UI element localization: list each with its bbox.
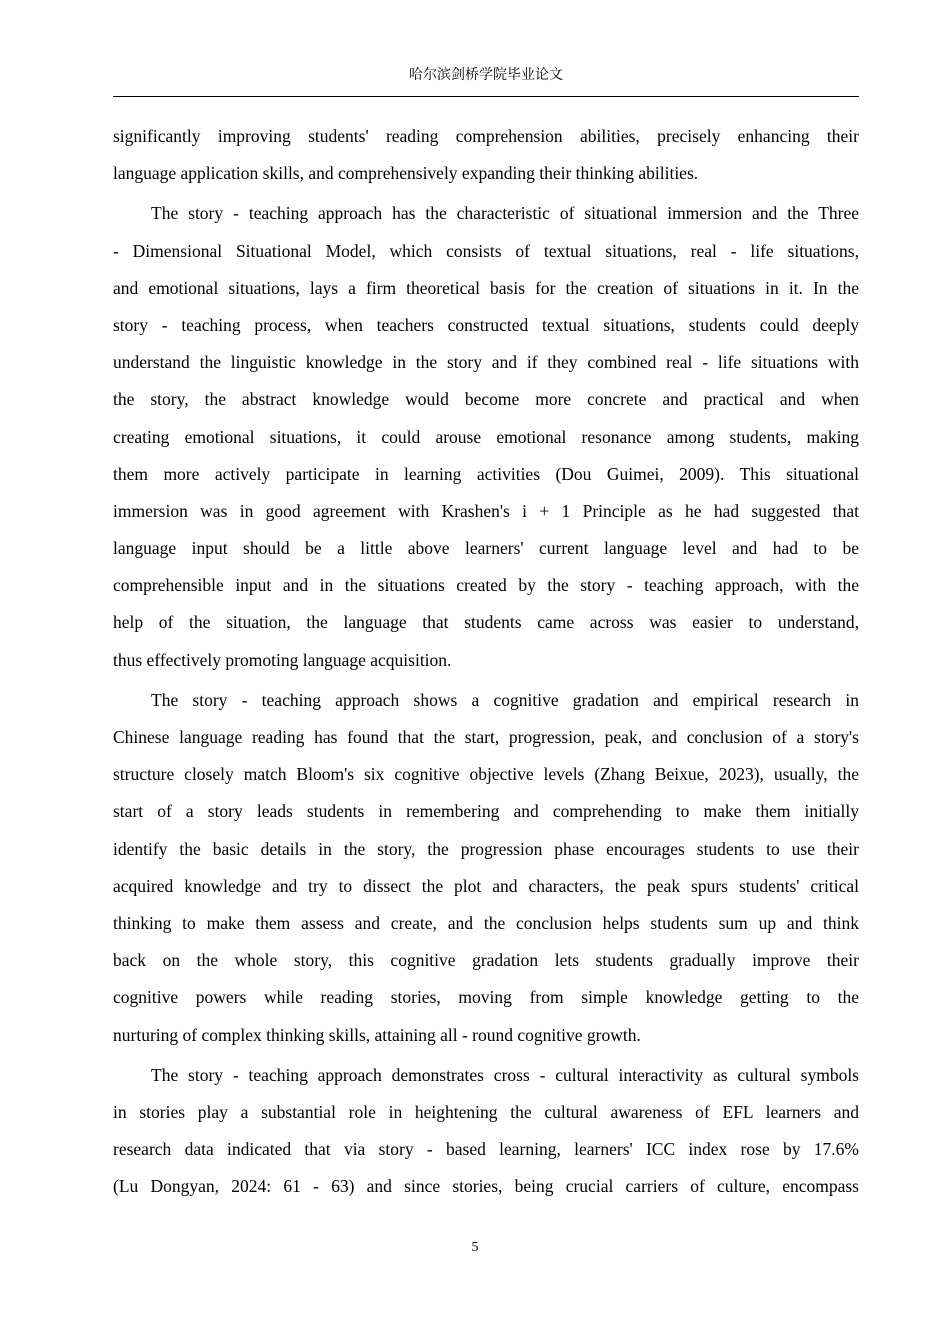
text-line: and emotional situations, lays a firm theoretical basis for the creation of situations in it. In the (113, 277, 859, 298)
text-line: comprehensible input and in the situations created by the story - teaching approach, with the (113, 575, 859, 596)
text-line: The story - teaching approach has the characteristic of situational immersion and the Three (151, 203, 859, 224)
text-line: identify the basic details in the story, the progression phase encourages students to use their (113, 838, 859, 859)
text-line: (Lu Dongyan, 2024: 61 - 63) and since stories, being crucial carriers of culture, encompass (113, 1176, 859, 1197)
text-line: cognitive powers while reading stories, moving from simple knowledge getting to the (113, 987, 859, 1008)
text-line: the story, the abstract knowledge would become more concrete and practical and when (113, 389, 859, 410)
paragraph-2 (113, 195, 859, 678)
text-line: thinking to make them assess and create, and the conclusion helps students sum up and think (113, 912, 859, 933)
text-line: - Dimensional Situational Model, which consists of textual situations, real - life situations, (113, 240, 859, 261)
paragraph-4 (113, 1057, 859, 1206)
text-line: acquired knowledge and try to dissect the plot and characters, the peak spurs students' critical (113, 875, 859, 896)
text-line: The story - teaching approach shows a cognitive gradation and empirical research in (151, 689, 859, 710)
page-number-text: 5 (471, 1240, 479, 1255)
text-line: research data indicated that via story - based learning, learners' ICC index rose by 17.6% (113, 1139, 859, 1160)
text-line: back on the whole story, this cognitive gradation lets students gradually improve their (113, 950, 859, 971)
paragraph-1 (113, 118, 859, 192)
paragraph-3 (113, 682, 859, 1054)
text-line: Chinese language reading has found that the start, progression, peak, and conclusion of a story's (113, 727, 859, 747)
text-line: language input should be a little above learners' current language level and had to be (113, 538, 859, 559)
text-line: structure closely match Bloom's six cognitive objective levels (Zhang Beixue, 2023), usually, the (113, 764, 859, 785)
body-text (113, 118, 859, 1205)
page-number (0, 1238, 950, 1258)
text-line: help of the situation, the language that students came across was easier to understand, (113, 612, 859, 633)
text-line: thus effectively promoting language acquisition. (113, 649, 452, 670)
header-title: 哈尔滨剑桥学院毕业论文 (409, 68, 563, 83)
page-header (113, 66, 859, 97)
text-line: story - teaching process, when teachers constructed textual situations, students could deeply (113, 314, 859, 335)
text-line: nurturing of complex thinking skills, attaining all - round cognitive growth. (113, 1024, 641, 1045)
text-line: them more actively participate in learning activities (Dou Guimei, 2009). This situational (113, 463, 859, 484)
text-line: immersion was in good agreement with Krashen's i + 1 Principle as he had suggested that (113, 500, 859, 521)
text-line: The story - teaching approach demonstrates cross - cultural interactivity as cultural symbols (151, 1064, 859, 1085)
text-line: creating emotional situations, it could arouse emotional resonance among students, making (113, 426, 859, 447)
text-line: language application skills, and comprehensively expanding their thinking abilities. (113, 163, 699, 184)
text-line: start of a story leads students in remembering and comprehending to make them initially (113, 801, 859, 822)
text-line: in stories play a substantial role in heightening the cultural awareness of EFL learners and (113, 1101, 859, 1122)
text-line: understand the linguistic knowledge in the story and if they combined real - life situations with (113, 352, 859, 373)
text-line: significantly improving students' reading comprehension abilities, precisely enhancing their (113, 126, 859, 146)
